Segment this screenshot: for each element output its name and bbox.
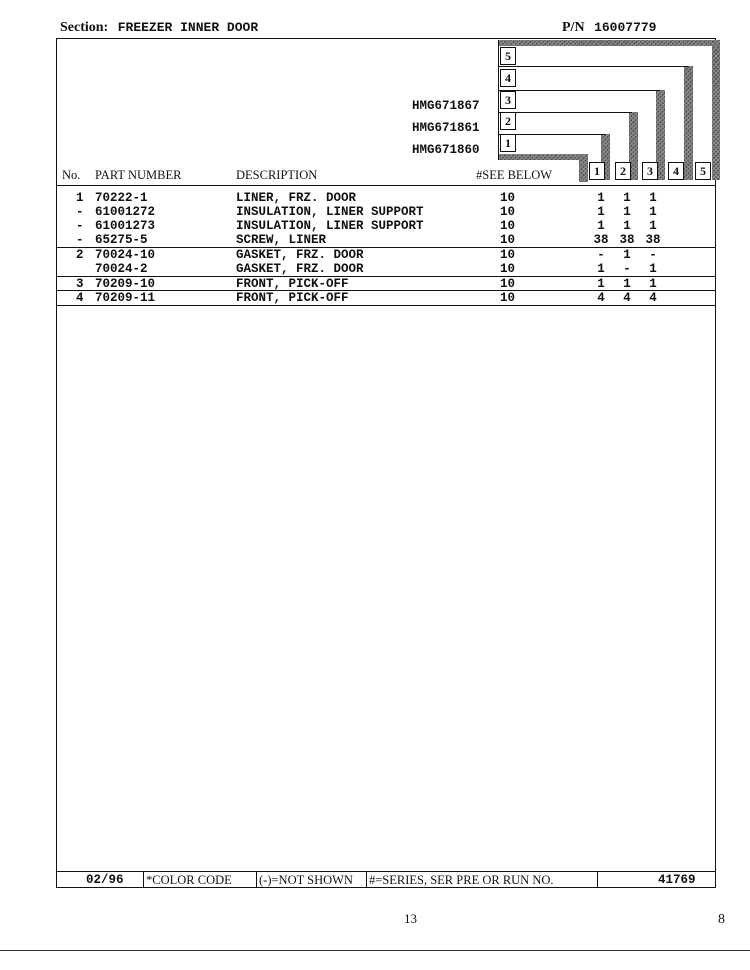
col-box-1: 1 — [589, 162, 605, 180]
row-part-number: 70222-1 — [95, 191, 148, 205]
row-description: GASKET, FRZ. DOOR — [236, 262, 364, 276]
row-qty-2: 1 — [623, 248, 631, 262]
row-part-number: 65275-5 — [95, 233, 148, 247]
row-code: 10 — [500, 191, 516, 205]
row-qty-1: 1 — [597, 277, 605, 291]
row-qty-3: 1 — [649, 191, 657, 205]
row-qty-3: 1 — [649, 219, 657, 233]
row-description: INSULATION, LINER SUPPORT — [236, 219, 424, 233]
row-code: 10 — [500, 291, 516, 305]
row-description: INSULATION, LINER SUPPORT — [236, 205, 424, 219]
row-description: LINER, FRZ. DOOR — [236, 191, 357, 205]
row-qty-2: 38 — [619, 233, 635, 247]
row-qty-1: 1 — [597, 262, 605, 276]
pn-label: P/N — [562, 20, 585, 35]
col-header-see-below: #SEE BELOW — [476, 168, 553, 182]
col-box-4: 4 — [668, 162, 684, 180]
model-name-hmg671861: HMG671861 — [412, 121, 480, 135]
row-no: - — [76, 205, 84, 219]
row-qty-3: 4 — [649, 291, 657, 305]
col-box-2: 2 — [615, 162, 631, 180]
row-qty-1: 4 — [597, 291, 605, 305]
section-header — [60, 20, 258, 36]
row-qty-1: 1 — [597, 205, 605, 219]
model-box-5: 5 — [500, 47, 516, 65]
model-box-2: 2 — [500, 112, 516, 130]
col-box-3: 3 — [642, 162, 658, 180]
row-qty-3: 1 — [649, 277, 657, 291]
row-qty-1: 1 — [597, 219, 605, 233]
row-code: 10 — [500, 205, 516, 219]
row-description: SCREW, LINER — [236, 233, 327, 247]
row-part-number: 70024-2 — [95, 262, 148, 276]
col-header-part-number: PART NUMBER — [95, 168, 182, 182]
row-no: - — [76, 233, 84, 247]
row-qty-3: - — [649, 248, 657, 262]
row-qty-3: 38 — [645, 233, 661, 247]
model-box-1: 1 — [500, 134, 516, 152]
model-top-band — [498, 40, 720, 46]
pn-value: 16007779 — [594, 20, 657, 35]
row-no: 2 — [76, 248, 84, 262]
row-description: FRONT, PICK-OFF — [236, 277, 349, 291]
row-code: 10 — [500, 219, 516, 233]
row-qty-1: - — [597, 248, 605, 262]
row-part-number: 70209-10 — [95, 277, 156, 291]
model-box-4: 4 — [500, 69, 516, 87]
col-box-5: 5 — [695, 162, 711, 180]
row-no: 3 — [76, 277, 84, 291]
row-part-number: 70024-10 — [95, 248, 156, 262]
section-label: Section: — [60, 20, 109, 35]
footer-not-shown: (-)=NOT SHOWN — [259, 873, 353, 887]
row-description: GASKET, FRZ. DOOR — [236, 248, 364, 262]
row-description: FRONT, PICK-OFF — [236, 291, 349, 305]
row-code: 10 — [500, 248, 516, 262]
row-qty-2: 4 — [623, 291, 631, 305]
row-qty-3: 1 — [649, 262, 657, 276]
row-no: 4 — [76, 291, 84, 305]
row-code: 10 — [500, 262, 516, 276]
row-no: - — [76, 219, 84, 233]
row-part-number: 61001272 — [95, 205, 156, 219]
col-header-description: DESCRIPTION — [236, 168, 318, 182]
row-part-number: 70209-11 — [95, 291, 156, 305]
row-qty-3: 1 — [649, 205, 657, 219]
model-box-3: 3 — [500, 91, 516, 109]
part-number-header — [562, 20, 656, 36]
col-header-no: No. — [62, 168, 81, 182]
footer-series: #=SERIES, SER PRE OR RUN NO. — [369, 873, 554, 887]
model-name-hmg671860: HMG671860 — [412, 143, 480, 157]
row-code: 10 — [500, 233, 516, 247]
section-value: FREEZER INNER DOOR — [117, 20, 259, 35]
footer-color-code: *COLOR CODE — [146, 873, 232, 887]
corner-mark: 8 — [718, 912, 725, 927]
row-qty-2: 1 — [623, 205, 631, 219]
row-qty-2: 1 — [623, 277, 631, 291]
row-qty-2: 1 — [623, 219, 631, 233]
row-code: 10 — [500, 277, 516, 291]
page-number: 13 — [404, 911, 417, 926]
footer-date: 02/96 — [86, 873, 124, 887]
row-qty-1: 1 — [597, 191, 605, 205]
footer-doc-number: 41769 — [658, 873, 696, 887]
row-qty-2: - — [623, 262, 631, 276]
row-no: 1 — [76, 191, 84, 205]
model-bar-4 — [684, 66, 693, 180]
row-qty-1: 38 — [593, 233, 609, 247]
model-name-hmg671867: HMG671867 — [412, 99, 480, 113]
row-part-number: 61001273 — [95, 219, 156, 233]
model-bar-5 — [712, 40, 720, 180]
row-qty-2: 1 — [623, 191, 631, 205]
